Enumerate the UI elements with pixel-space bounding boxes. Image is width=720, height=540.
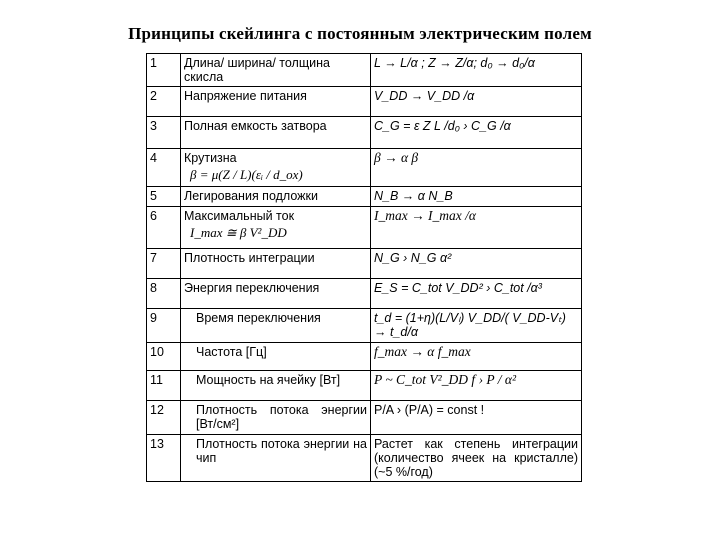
table-row (147, 54, 582, 87)
row-number: 2 (147, 87, 181, 117)
table-row (147, 435, 582, 482)
parameter-name: Плотность потока энергии на чип (196, 437, 367, 465)
table-row (147, 279, 582, 309)
scaling-table (146, 53, 582, 482)
parameter-name: Плотность интеграции (181, 249, 371, 279)
parameter-name: Напряжение питания (181, 87, 371, 117)
parameter-name: Время переключения (196, 311, 321, 325)
row-number: 7 (147, 249, 181, 279)
table-row (147, 249, 582, 279)
row-number: 12 (147, 401, 181, 435)
scaling-rule: V_DD → V_DD /α (371, 87, 582, 117)
row-number: 4 (147, 149, 181, 187)
page-title: Принципы скейлинга с постоянным электрическим полем (128, 24, 592, 43)
row-number: 5 (147, 187, 181, 207)
parameter-name: Полная емкость затвора (181, 117, 371, 149)
scaling-rule (371, 343, 582, 371)
scaling-rule: E_S = C_tot V_DD² › C_tot /α³ (371, 279, 582, 309)
scaling-rule: P/A › (P/A) = const ! (371, 401, 582, 435)
row-number: 9 (147, 309, 181, 343)
scaling-rule: t_d = (1+η)(L/Vₗ) V_DD/( V_DD-Vₜ) → t_d/α (371, 309, 582, 343)
table-row (147, 371, 582, 401)
row-number: 10 (147, 343, 181, 371)
scaling-rule (371, 149, 582, 187)
row-number: 6 (147, 207, 181, 249)
parameter-formula: I_max ≅ β V²_DD (190, 225, 287, 240)
parameter-cell (181, 343, 371, 371)
parameter-cell (181, 401, 371, 435)
scaling-rule: C_G = ε Z L /d₀ › C_G /α (371, 117, 582, 149)
parameter-name: Максимальный ток (184, 209, 295, 223)
row-number: 11 (147, 371, 181, 401)
parameter-name: Длина/ ширина/ толщина скисла (181, 54, 371, 87)
table-row (147, 401, 582, 435)
row-number: 1 (147, 54, 181, 87)
table-row (147, 343, 582, 371)
scaling-rule: N_B → α N_B (371, 187, 582, 207)
scaling-rule: L → L/α ; Z → Z/α; d₀ → d₀/α (371, 54, 582, 87)
parameter-name: Крутизна (184, 151, 237, 165)
table-row (147, 149, 582, 187)
scaling-rule (371, 371, 582, 401)
parameter-name: Частота [Гц] (196, 345, 267, 359)
parameter-name: Энергия переключения (181, 279, 371, 309)
parameter-cell (181, 207, 371, 249)
scaling-rule (371, 207, 582, 249)
parameter-cell (181, 309, 371, 343)
parameter-formula: β = μ(Z / L)(εᵢ / d_ox) (190, 167, 303, 182)
table-row (147, 309, 582, 343)
table-row (147, 207, 582, 249)
parameter-name: Легирования подложки (181, 187, 371, 207)
table-row (147, 87, 582, 117)
scaling-rule-text: P ~ C_tot V²_DD f › P / α² (374, 372, 516, 387)
scaling-rule: Растет как степень интеграции (количество ячеек на кристалле) (~5 %/год) (371, 435, 582, 482)
scaling-rule: N_G › N_G α² (371, 249, 582, 279)
scaling-rule-text: I_max → I_max /α (374, 208, 476, 223)
row-number: 8 (147, 279, 181, 309)
row-number: 13 (147, 435, 181, 482)
parameter-cell (181, 371, 371, 401)
parameter-cell (181, 149, 371, 187)
parameter-cell (181, 435, 371, 482)
scaling-rule-text: f_max → α f_max (374, 344, 471, 359)
parameter-name: Мощность на ячейку [Вт] (196, 373, 341, 387)
scaling-rule-text: β → α β (374, 150, 419, 165)
row-number: 3 (147, 117, 181, 149)
parameter-name: Плотность потока энергии [Вт/см²] (196, 403, 367, 431)
table-row (147, 117, 582, 149)
table-row (147, 187, 582, 207)
